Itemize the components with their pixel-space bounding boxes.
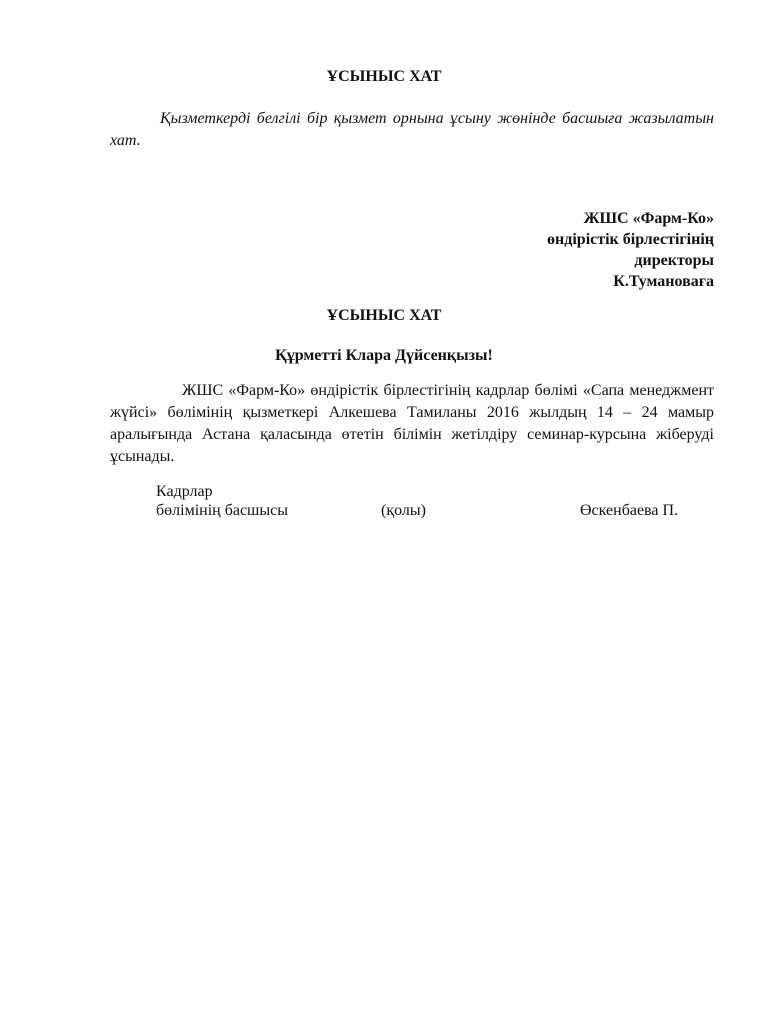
- recipient-block: [547, 208, 714, 292]
- letter-body: ЖШС «Фарм-Ко» өндірістік бірлестігінің кадрлар бөлімі «Сапа менеджмент жүйсі» бөлімінің қызметкері Алкешева Тамиланы 2016 жылдың 14 – 24 мамыр аралығында Астана қаласында өтетін білімін жетілдіру семинар-курсына жіберуді ұсынады.: [110, 382, 714, 465]
- intro-note: Қызметкерді белгілі бір қызмет орнына ұсыну жөнінде басшыға жазылатын хат.: [110, 110, 714, 149]
- document-title-top: ҰСЫНЫС ХАТ: [326, 68, 442, 85]
- salutation: Құрметті Клара Дүйсенқызы!: [275, 347, 493, 364]
- signature-placeholder: (қолы): [381, 502, 426, 519]
- recipient-line-position: директоры: [634, 252, 714, 269]
- signature-department-line1: Кадрлар: [156, 483, 213, 500]
- recipient-line-association: өндірістік бірлестігінің: [547, 231, 714, 248]
- recipient-line-company: ЖШС «Фарм-Ко»: [583, 210, 714, 227]
- signature-name: Өскенбаева П.: [580, 502, 679, 519]
- signature-department-line2: бөлімінің басшысы: [156, 502, 288, 519]
- letter-title: ҰСЫНЫС ХАТ: [326, 307, 442, 324]
- recipient-line-name: К.Тумановаға: [613, 273, 714, 290]
